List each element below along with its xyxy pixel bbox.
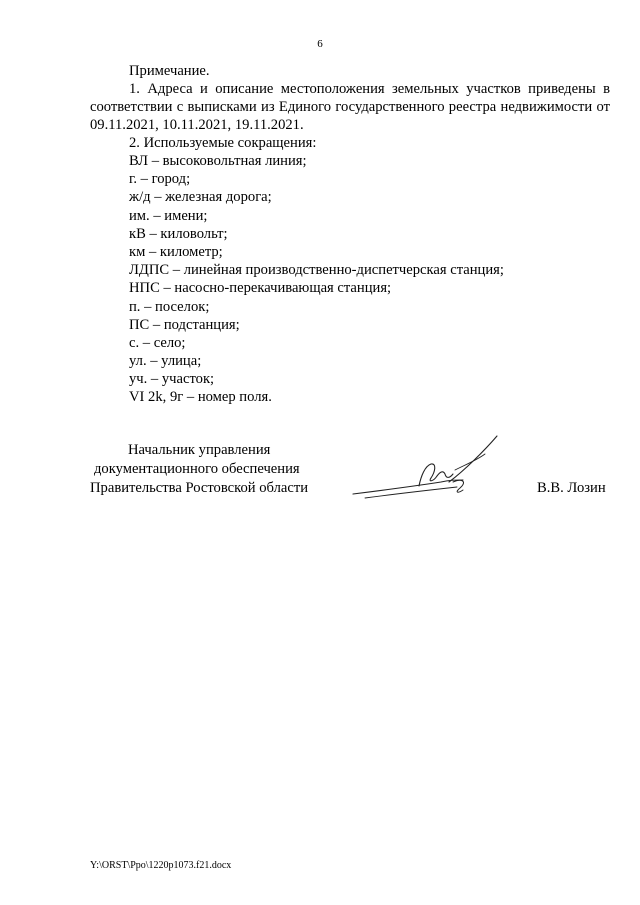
note-section: [90, 62, 610, 407]
abbreviation-item: ж/д – железная дорога;: [129, 189, 272, 206]
note-paragraph-2: 2. Используемые сокращения:: [129, 135, 317, 151]
signer-position-line-2: документационного обеспечения: [94, 461, 300, 477]
abbreviation-item: НПС – насосно-перекачивающая станция;: [129, 280, 392, 297]
file-path-footer: Y:\ORST\Ppo\1220p1073.f21.docx: [90, 860, 232, 871]
note-paragraph-1: 1. Адреса и описание местоположения земельных участков приведены в соответствии с выписками из Единого государственного реестра недвижимости от 09.11.2021, 10.11.2021, 19.11.2021.: [90, 81, 610, 133]
signer-position-line-3: Правительства Ростовской области: [90, 480, 309, 496]
abbreviation-list: [90, 152, 610, 407]
abbreviation-item: км – километр;: [129, 243, 223, 260]
abbreviation-item: им. – имени;: [129, 207, 208, 224]
abbreviation-item: г. – город;: [129, 171, 191, 188]
abbreviation-item: уч. – участок;: [129, 371, 215, 388]
abbreviation-item: VI 2k, 9г – номер поля.: [129, 389, 272, 406]
abbreviation-item: с. – село;: [129, 334, 186, 351]
abbreviation-item: ПС – подстанция;: [129, 316, 240, 333]
abbreviation-item: ул. – улица;: [129, 353, 202, 370]
abbreviation-item: п. – поселок;: [129, 298, 210, 315]
signer-name: В.В. Лозин: [537, 480, 606, 496]
signer-position-line-1: Начальник управления: [128, 442, 271, 458]
abbreviation-item: ЛДПС – линейная производственно-диспетчерская станция;: [129, 262, 504, 279]
abbreviation-item: кВ – киловольт;: [129, 225, 228, 242]
handwritten-signature: [345, 430, 515, 510]
abbreviation-item: ВЛ – высоковольтная линия;: [129, 153, 307, 169]
note-heading: Примечание.: [129, 63, 210, 79]
page-number: 6: [317, 38, 323, 50]
